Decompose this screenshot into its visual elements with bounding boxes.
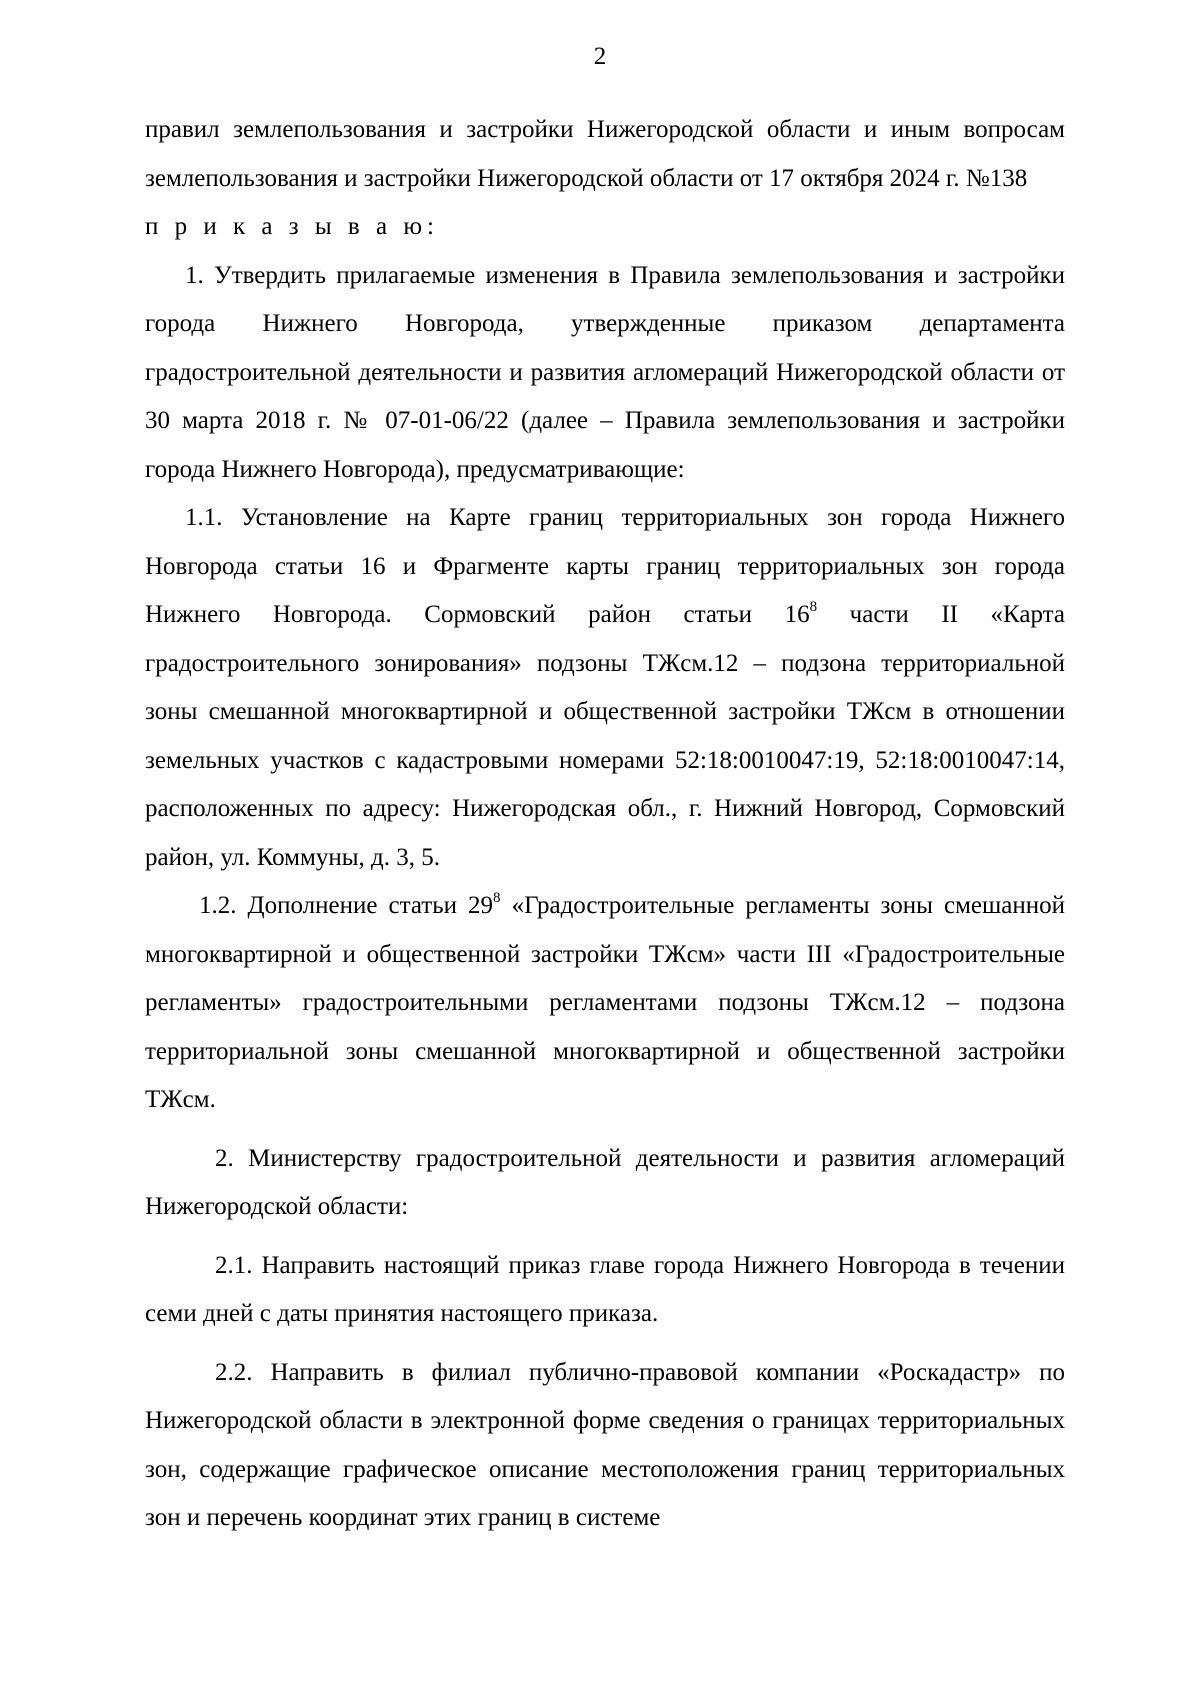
paragraph-1: 1. Утвердить прилагаемые изменения в Правила землепользования и застройки города Нижнего Новгорода, утвержденные приказом департамента градостроительной деятельности и развития агломераций Нижегородской области от 30 марта 2018 г. № 07-01-06/22 (далее – Правила землепользования и застройки города Нижнего Новгорода), предусматривающие: [145,261,1065,483]
paragraph-1-2 [145,882,1065,1125]
paragraph-1-2-text-a: 1.2. Дополнение статьи 29 [199,892,494,919]
page-number: 2 [593,43,607,70]
paragraph-1-2-superscript: 8 [493,890,501,906]
paragraph-2-2: 2.2. Направить в филиал публично-правовой компании «Роскадастр» по Нижегородской области в электронной форме сведения о границах территориальных зон, содержащие графическое описание местоположения границ территориальных зон и перечень координат этих границ в системе [145,1358,1065,1531]
document-body [145,106,1065,1543]
paragraph-intro: правил землепользования и застройки Нижегородской области и иным вопросам землепользования и застройки Нижегородской области от 17 октября 2024 г. №138 [145,116,1065,192]
order-word: п р и к а з ы в а ю: [145,213,439,240]
paragraph-1-1-text-b: части II «Карта градостроительного зонирования» подзоны ТЖсм.12 – подзона территориальной зоны смешанной многоквартирной и общественной застройки ТЖсм в отношении земельных участков с кадастровыми номерами 52:18:0010047:19, 52:18:0010047:14, расположенных по адресу: Нижегородская обл., г. Нижний Новгород, Сормовский район, ул. Коммуны, д. 3, 5. [145,601,1065,871]
paragraph-1-1-superscript: 8 [809,599,818,615]
paragraph-2: 2. Министерству градостроительной деятельности и развития агломераций Нижегородской области: [145,1144,1065,1220]
paragraph-1-1-text-a: 1.1. Установление на Карте границ территориальных зон города Нижнего Новгорода статьи 16 и Фрагменте карты границ территориальных зон города Нижнего Новгорода. Сормовский район статьи 16 [145,504,1065,628]
paragraph-2-1: 2.1. Направить настоящий приказ главе города Нижнего Новгорода в течении семи дней с даты принятия настоящего приказа. [145,1251,1065,1327]
paragraph-1-1 [145,494,1065,882]
paragraph-1-2-text-b: «Градостроительные регламенты зоны смешанной многоквартирной и общественной застройки ТЖсм» части III «Градостроительные регламенты» градостроительными регламентами подзоны ТЖсм.12 – подзона территориальной зоны смешанной многоквартирной и общественной застройки ТЖсм. [145,892,1066,1113]
